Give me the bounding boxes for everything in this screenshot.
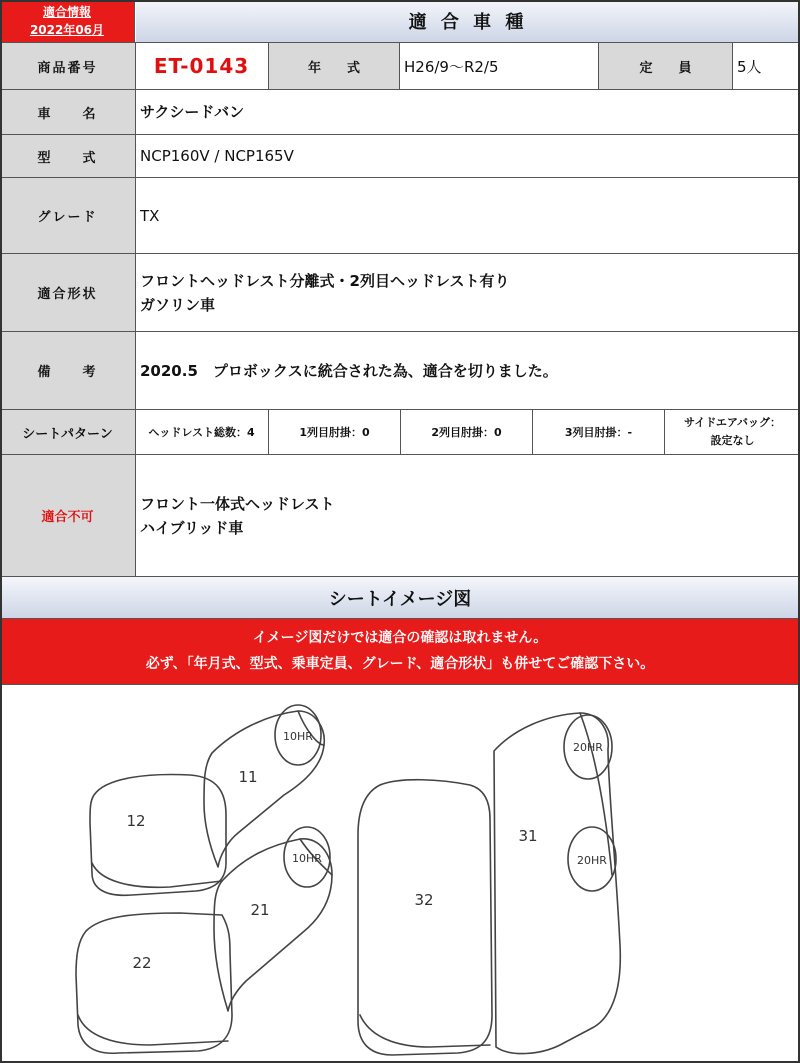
fit-shape-label: 適合形状 — [0, 254, 136, 331]
seat-22-outline — [76, 913, 232, 1053]
fit-shape-value — [136, 254, 800, 331]
side-airbag — [665, 410, 800, 454]
car-name-value: サクシードバン — [140, 103, 245, 121]
seat-22-label: 22 — [132, 954, 152, 972]
product-code: ET-0143 — [135, 43, 269, 89]
car-name-label: 車 名 — [0, 90, 136, 134]
grade-value: TX — [140, 206, 160, 225]
notes-row — [0, 332, 800, 410]
product-code-label: 商品番号 — [0, 43, 136, 89]
headrest-label-10hr-rear: 10HR — [292, 852, 322, 865]
incompatible-line2: ハイブリッド車 — [140, 518, 244, 537]
seat-32-outline — [358, 780, 492, 1055]
seat-pattern-label: シートパターン — [0, 410, 136, 454]
seat-21-label: 21 — [250, 901, 270, 919]
seat-11-label: 11 — [238, 768, 258, 786]
seat-22-front-edge — [78, 1015, 228, 1045]
seat-12-outline — [90, 775, 226, 896]
incompatible-label: 適合不可 — [0, 455, 136, 576]
seat-32-bottom — [360, 1015, 490, 1047]
grade-label: グレード — [0, 178, 136, 253]
badge-date: 2022年06月 — [29, 23, 105, 37]
side-airbag-label: サイドエアバッグ： — [684, 416, 781, 430]
seat-31-label: 31 — [518, 827, 538, 845]
seat-31-outline — [494, 713, 620, 1054]
incompatible-row — [0, 455, 800, 577]
model-value: NCP160V / NCP165V — [140, 147, 294, 165]
grade-row — [0, 178, 800, 254]
seat-diagram — [0, 685, 800, 1061]
seat-image-title: シートイメージ図 — [0, 577, 800, 619]
seat-12-front-edge — [92, 863, 222, 887]
year-value: H26/9〜R2/5 — [400, 43, 599, 89]
warning-banner — [0, 619, 800, 685]
badge-title: 適合情報 — [42, 5, 91, 19]
car-name-row — [0, 90, 800, 135]
headrest-label-20hr-side: 20HR — [577, 854, 607, 867]
warning-line2: 必ず、「年月式、型式、乗車定員、グレード、適合形状」も併せてご確認下さい。 — [145, 655, 655, 672]
seat-32-label: 32 — [414, 891, 434, 909]
side-airbag-value: 設定なし — [710, 434, 755, 447]
headrest-total: ヘッドレスト総数：4 — [135, 410, 269, 454]
model-row — [0, 135, 800, 178]
seat-12-label: 12 — [126, 812, 146, 830]
seat-pattern-row — [0, 410, 800, 455]
row3-armrest: 3列目肘掛：- — [533, 410, 665, 454]
header-row — [0, 0, 800, 43]
notes-value: 2020.5 プロボックスに統合された為、適合を切りました。 — [140, 361, 558, 380]
capacity-value: 5人 — [737, 57, 762, 76]
incompatible-value — [136, 455, 800, 576]
fit-shape-line1: フロントヘッドレスト分離式・2列目ヘッドレスト有り — [140, 271, 510, 290]
model-label: 型 式 — [0, 135, 136, 177]
notes-label: 備 考 — [0, 332, 136, 409]
headrest-label-20hr-top: 20HR — [573, 741, 603, 754]
product-row — [0, 43, 800, 90]
row1-armrest: 1列目肘掛：0 — [269, 410, 401, 454]
incompatible-line1: フロント一体式ヘッドレスト — [140, 494, 335, 513]
warning-line1: イメージ図だけでは適合の確認は取れません。 — [252, 630, 548, 647]
fit-shape-row — [0, 254, 800, 332]
headrest-label-10hr-front: 10HR — [283, 730, 313, 743]
row2-armrest: 2列目肘掛：0 — [401, 410, 533, 454]
capacity-label: 定 員 — [599, 43, 733, 89]
info-date-badge — [0, 0, 135, 42]
year-label: 年 式 — [269, 43, 400, 89]
fit-shape-line2: ガソリン車 — [140, 295, 216, 314]
page-title: 適 合 車 種 — [136, 0, 800, 42]
